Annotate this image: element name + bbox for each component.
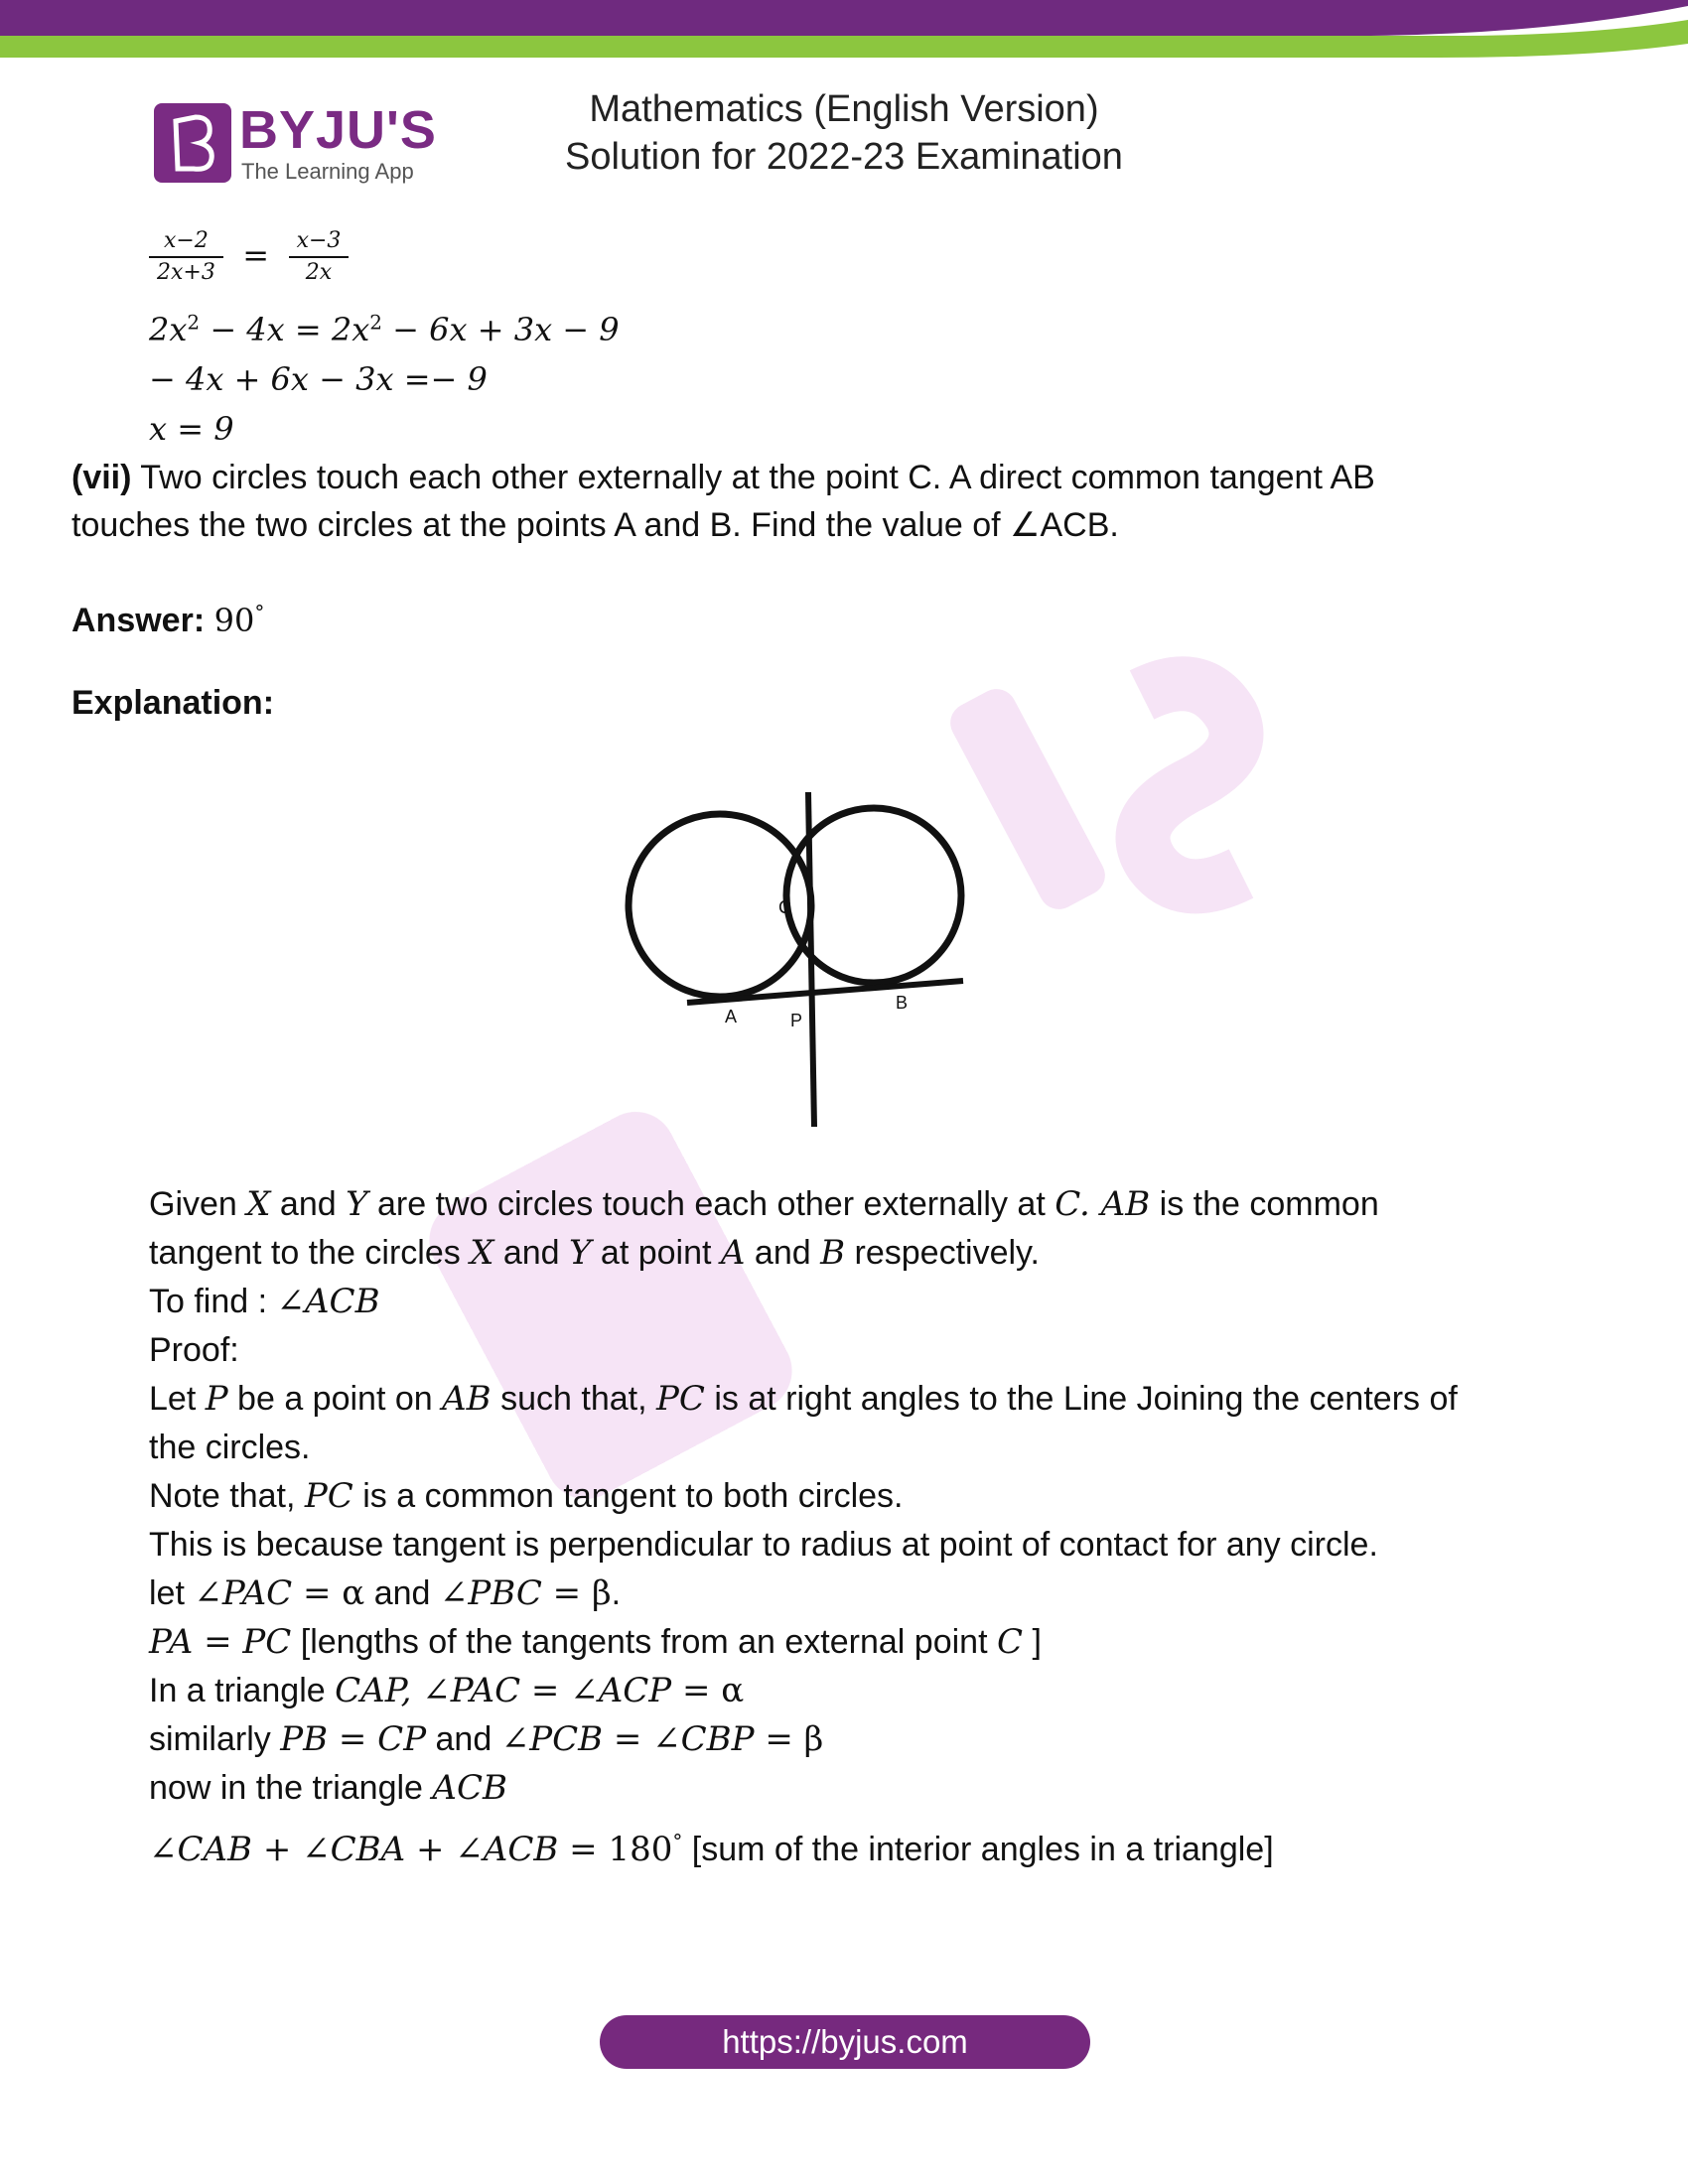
text: In a triangle	[149, 1672, 336, 1709]
text: at point	[591, 1234, 721, 1272]
text: and	[364, 1574, 440, 1612]
solution-line-12	[149, 1719, 823, 1759]
top-banner	[0, 0, 1688, 69]
text: respectively.	[845, 1234, 1040, 1272]
purple-band	[0, 0, 1688, 36]
equation-line-3: x = 9	[149, 410, 234, 448]
equation-line-2: − 4x + 6x − 3x =− 9	[149, 360, 488, 398]
math-beta: = β	[541, 1573, 612, 1613]
solution-line-11	[149, 1671, 744, 1710]
byjus-logo	[154, 100, 442, 184]
solution-line-3	[149, 1282, 380, 1321]
text: Note that,	[149, 1477, 305, 1515]
watermark-logo-shape	[415, 1098, 805, 1513]
math-b: B	[820, 1233, 846, 1273]
math-180: = 180	[558, 1830, 673, 1869]
question-number: (vii)	[71, 459, 132, 496]
fraction-equation	[149, 226, 349, 288]
degree-symbol: °	[672, 1829, 683, 1853]
math-angle-pbc: ∠PBC	[439, 1573, 542, 1613]
text: similarly	[149, 1720, 281, 1758]
question-line-1	[71, 458, 1375, 497]
math-y: Y	[569, 1233, 592, 1273]
text: is a common tangent to both circles.	[352, 1477, 904, 1515]
math-y: Y	[346, 1184, 368, 1224]
math-pb-cp: PB = CP	[280, 1719, 427, 1759]
equals-sign: =	[242, 235, 270, 274]
text: are two circles touch each other externally at	[367, 1185, 1055, 1223]
fraction-left-denominator: 2x+3	[157, 260, 215, 285]
solution-line-4: Proof:	[149, 1331, 239, 1369]
eq1-part-c: − 6x + 3x − 9	[382, 311, 620, 348]
fraction-left-numerator: x−2	[149, 226, 223, 258]
math-acb: ACB	[432, 1768, 507, 1808]
math-p: P	[205, 1379, 228, 1419]
solution-line-13	[149, 1768, 507, 1808]
point-b-label: B	[896, 993, 909, 1013]
text: now in the triangle	[149, 1769, 433, 1807]
document-title-line2: Solution for 2022-23 Examination	[565, 136, 1123, 178]
solution-line-7	[149, 1476, 904, 1516]
question-text-1: Two circles touch each other externally at the point C. A direct common tangent AB	[131, 459, 1375, 496]
eq1-part-a: 2x	[149, 311, 188, 348]
text: tangent to the circles	[149, 1234, 471, 1272]
common-tangent-ab	[687, 981, 963, 1003]
fraction-right	[289, 226, 350, 288]
math-angle-pac: ∠PAC	[194, 1573, 293, 1613]
math-pc: PC	[304, 1476, 353, 1516]
text: Let	[149, 1380, 206, 1418]
math-c: C	[996, 1622, 1023, 1662]
answer-label: Answer:	[71, 602, 206, 639]
answer-degree: °	[254, 600, 265, 624]
math-c-ab: C. AB	[1055, 1184, 1151, 1224]
math-beta: = β	[754, 1719, 824, 1759]
math-pc: PC	[656, 1379, 705, 1419]
text: To find :	[149, 1283, 277, 1320]
math-angle-pcb: ∠PCB = ∠CBP	[500, 1719, 755, 1759]
common-tangent-pc	[808, 792, 814, 1127]
byjus-logo-icon	[154, 103, 231, 183]
solution-line-10	[149, 1622, 1042, 1662]
explanation-label: Explanation:	[71, 684, 275, 722]
math-x: X	[470, 1233, 494, 1273]
text: let	[149, 1574, 195, 1612]
solution-line-8: This is because tangent is perpendicular to radius at point of contact for any circle.	[149, 1526, 1378, 1564]
solution-line-9	[149, 1573, 621, 1613]
solution-line-14	[149, 1830, 1274, 1869]
byjus-logo-tagline: The Learning App	[241, 159, 414, 184]
point-a-label: A	[725, 1007, 738, 1026]
byjus-logo-text: BYJU'S	[239, 100, 437, 160]
text: [lengths of the tangents from an external point	[291, 1623, 997, 1661]
watermark-s-shape	[1142, 684, 1241, 887]
point-c-label: C	[778, 897, 791, 917]
text: and	[426, 1720, 501, 1758]
text: such that,	[491, 1380, 656, 1418]
math-alpha: = α	[292, 1573, 365, 1613]
text: and	[493, 1234, 570, 1272]
text: is at right angles to the Line Joining the centers of	[704, 1380, 1458, 1418]
math-angle-sum: ∠CAB + ∠CBA + ∠ACB	[149, 1830, 559, 1869]
fraction-left	[149, 226, 223, 288]
document-title-line1: Mathematics (English Version)	[589, 88, 1099, 130]
text: and	[270, 1185, 347, 1223]
text: is the common	[1150, 1185, 1379, 1223]
text: be a point on	[227, 1380, 443, 1418]
solution-line-5	[149, 1379, 1458, 1419]
math-x: X	[246, 1184, 271, 1224]
text: ]	[1023, 1623, 1042, 1661]
text: .	[611, 1574, 622, 1612]
solution-line-6: the circles.	[149, 1429, 311, 1466]
text: [sum of the interior angles in a triangle]	[682, 1831, 1274, 1868]
eq1-part-b: − 4x = 2x	[200, 311, 370, 348]
document-title	[516, 85, 1172, 181]
question-line-2: touches the two circles at the points A and B. Find the value of ∠ACB.	[71, 506, 1119, 544]
solution-line-2	[149, 1233, 1040, 1273]
text: and	[745, 1234, 821, 1272]
math-cap: CAP, ∠PAC = ∠ACP	[335, 1671, 672, 1710]
text: Given	[149, 1185, 247, 1223]
fraction-right-denominator: 2x	[305, 260, 333, 285]
math-angle-acb: ∠ACB	[276, 1282, 380, 1321]
answer-value: 90	[213, 602, 255, 639]
equation-line-1: $2x^2 - 4x = 2x^2 - 6x + 3x - 9$	[149, 310, 620, 348]
point-p-label: P	[790, 1011, 803, 1030]
math-a: A	[720, 1233, 746, 1273]
math-alpha: = α	[671, 1671, 745, 1710]
math-pa-pc: PA = PC	[149, 1622, 292, 1662]
solution-line-1	[149, 1184, 1379, 1224]
footer-url-link[interactable]: https://byjus.com	[600, 2015, 1090, 2069]
fraction-right-numerator: x−3	[289, 226, 350, 258]
answer-line	[71, 601, 264, 640]
two-circles-figure	[616, 784, 993, 1132]
math-ab: AB	[442, 1379, 492, 1419]
